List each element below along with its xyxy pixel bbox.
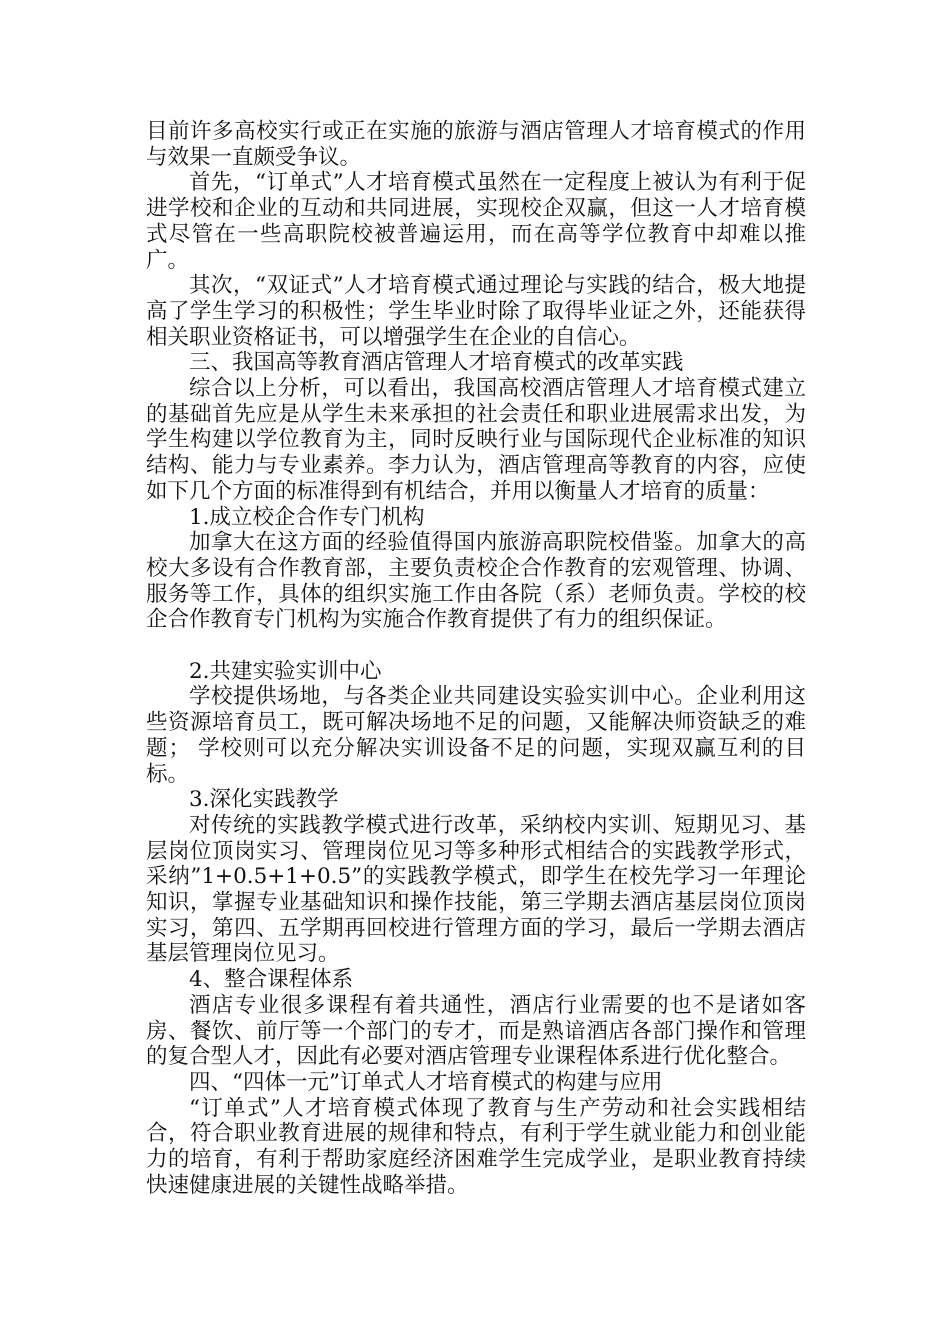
paragraph-7: 加拿大在这方面的经验值得国内旅游高职院校借鉴。加拿大的高校大多设有合作教育部，主要负责校企合作教育的宏观管理、协调、服务等工作，具体的组织实施工作由各院（系）老师负责。学校的校企合作教育专门机构为实施合作教育提供了有力的组织保证。 (146, 530, 806, 633)
paragraph-5: 综合以上分析，可以看出，我国高校酒店管理人才培育模式建立的基础首先应是从学生未来承担的社会责任和职业进展需求出发，为学生构建以学位教育为主，同时反映行业与国际现代企业标准的知识结构、能力与专业素养。李力认为，酒店管理高等教育的内容，应使如下几个方面的标准得到有机结合，并用以衡量人才培育的质量： (146, 376, 806, 504)
subheading-2: 2.共建实验实训中心 (189, 658, 382, 684)
section-heading-3: 三、我国高等教育酒店管理人才培育模式的改革实践 (189, 350, 684, 376)
paragraph-3: 其次，“双证式”人才培育模式通过理论与实践的结合，极大地提高了学生学习的积极性；学生毕业时除了取得毕业证之外，还能获得相关职业资格证书，可以增强学生在企业的自信心。 (146, 273, 806, 350)
section-heading-4: 四、“四体一元”订单式人才培育模式的构建与应用 (189, 1070, 663, 1095)
subheading-4: 4、整合课程体系 (189, 967, 354, 993)
paragraph-1: 目前许多高校实行或正在实施的旅游与酒店管理人才培育模式的作用与效果一直颇受争议。 (146, 119, 806, 170)
paragraph-13: 酒店专业很多课程有着共通性，酒店行业需要的也不是诸如客房、餐饮、前厅等一个部门的专才，而是熟谙酒店各部门操作和管理的复合型人才，因此有必要对酒店管理专业课程体系进行优化整合。 (146, 992, 806, 1070)
blank-line (146, 633, 806, 659)
document-page (146, 119, 806, 1199)
subheading-3: 3.深化实践教学 (189, 787, 339, 813)
paragraph-11: 对传统的实践教学模式进行改革，采纳校内实训、短期见习、基层岗位顶岗实习、管理岗位见习等多种形式相结合的实践教学形式，采纳”1+0.5+1+0.5”的实践教学模式，即学生在校先学习一年理论知识，掌握专业基础知识和操作技能，第三学期去酒店基层岗位顶岗实习，第四、五学期再回校进行管理方面的学习，最后一学期去酒店基层管理岗位见习。 (146, 812, 806, 967)
subheading-1: 1.成立校企合作专门机构 (189, 504, 425, 530)
paragraph-2: 首先，“订单式”人才培育模式虽然在一定程度上被认为有利于促进学校和企业的互动和共同进展，实现校企双赢，但这一人才培育模式尽管在一些高职院校被普遍运用，而在高等学位教育中却难以推广。 (146, 170, 806, 273)
paragraph-9: 学校提供场地，与各类企业共同建设实验实训中心。企业利用这些资源培育员工，既可解决场地不足的问题，又能解决师资缺乏的难题； 学校则可以充分解决实训设备不足的问题，实现双赢互利的目标。 (146, 684, 806, 787)
paragraph-15: “订单式”人才培育模式体现了教育与生产劳动和社会实践相结合，符合职业教育进展的规律和特点，有利于学生就业能力和创业能力的培育，有利于帮助家庭经济困难学生完成学业，是职业教育持续快速健康进展的关键性战略举措。 (146, 1095, 806, 1198)
